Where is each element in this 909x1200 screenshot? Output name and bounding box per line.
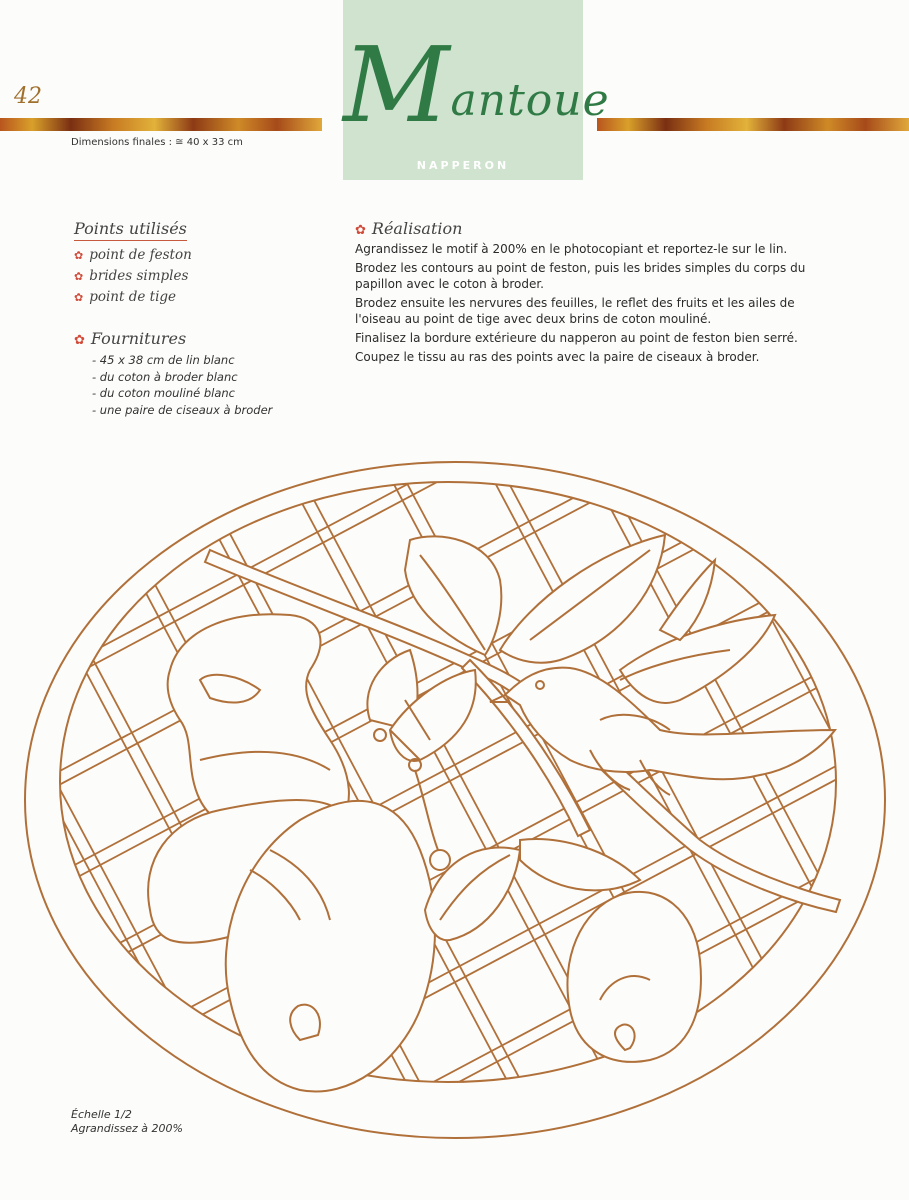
instruction-paragraph: Brodez ensuite les nervures des feuilles, le reflet des fruits et les ailes de l'oiseau au point de tige avec deux brins de coton mouliné. xyxy=(355,296,795,326)
embroidery-pattern xyxy=(0,440,909,1160)
realisation-heading xyxy=(355,219,825,238)
points-heading: Points utilisés xyxy=(74,219,187,241)
list-item: - du coton mouliné blanc xyxy=(92,386,235,400)
page-title xyxy=(343,24,610,146)
decorative-band-right xyxy=(597,118,909,131)
point-label: brides simples xyxy=(89,268,189,284)
point-label: point de tige xyxy=(89,289,177,305)
flower-icon: ✿ xyxy=(74,333,85,348)
list-item xyxy=(74,289,192,305)
title-rest: antoue xyxy=(450,75,610,126)
fournitures-heading-text: Fournitures xyxy=(90,329,187,348)
flower-icon: ✿ xyxy=(74,291,84,304)
points-section xyxy=(74,219,192,310)
instruction-paragraph: Brodez les contours au point de feston, puis les brides simples du corps du papillon avec le coton à broder. xyxy=(355,261,806,291)
instruction-paragraph: Agrandissez le motif à 200% en le photocopiant et reportez-le sur le lin. xyxy=(355,242,788,256)
page-number: 42 xyxy=(14,84,42,109)
realisation-section xyxy=(355,219,825,365)
list-item xyxy=(74,247,192,263)
list-item xyxy=(74,268,192,284)
title-initial: M xyxy=(343,24,451,146)
flower-icon: ✿ xyxy=(74,270,84,283)
page-subtitle: NAPPERON xyxy=(416,159,510,172)
leaf xyxy=(500,535,665,663)
dimensions-text: Dimensions finales : ≅ 40 x 33 cm xyxy=(71,137,243,148)
scale-line: Agrandissez à 200% xyxy=(71,1122,183,1135)
flower-icon: ✿ xyxy=(355,223,366,238)
leaf xyxy=(520,839,640,890)
list-item: - 45 x 38 cm de lin blanc xyxy=(92,353,235,367)
scale-note xyxy=(71,1108,183,1136)
fournitures-section xyxy=(74,329,272,418)
list-item: - une paire de ciseaux à broder xyxy=(92,402,273,417)
fournitures-list xyxy=(92,352,272,418)
title-box xyxy=(343,0,610,180)
decorative-band-left xyxy=(0,118,322,131)
fournitures-heading xyxy=(74,329,272,348)
leaf xyxy=(425,848,520,941)
flower-icon: ✿ xyxy=(74,249,84,262)
bird-wing xyxy=(620,615,775,703)
list-item: - du coton à broder blanc xyxy=(92,369,238,384)
instruction-paragraph: Coupez le tissu au ras des points avec la paire de ciseaux à broder. xyxy=(355,350,760,364)
instruction-paragraph: Finalisez la bordure extérieure du napperon au point de feston bien serré. xyxy=(355,331,798,345)
points-list xyxy=(74,247,192,305)
realisation-heading-text: Réalisation xyxy=(371,219,463,238)
scale-line: Échelle 1/2 xyxy=(71,1108,132,1121)
point-label: point de feston xyxy=(89,247,192,263)
